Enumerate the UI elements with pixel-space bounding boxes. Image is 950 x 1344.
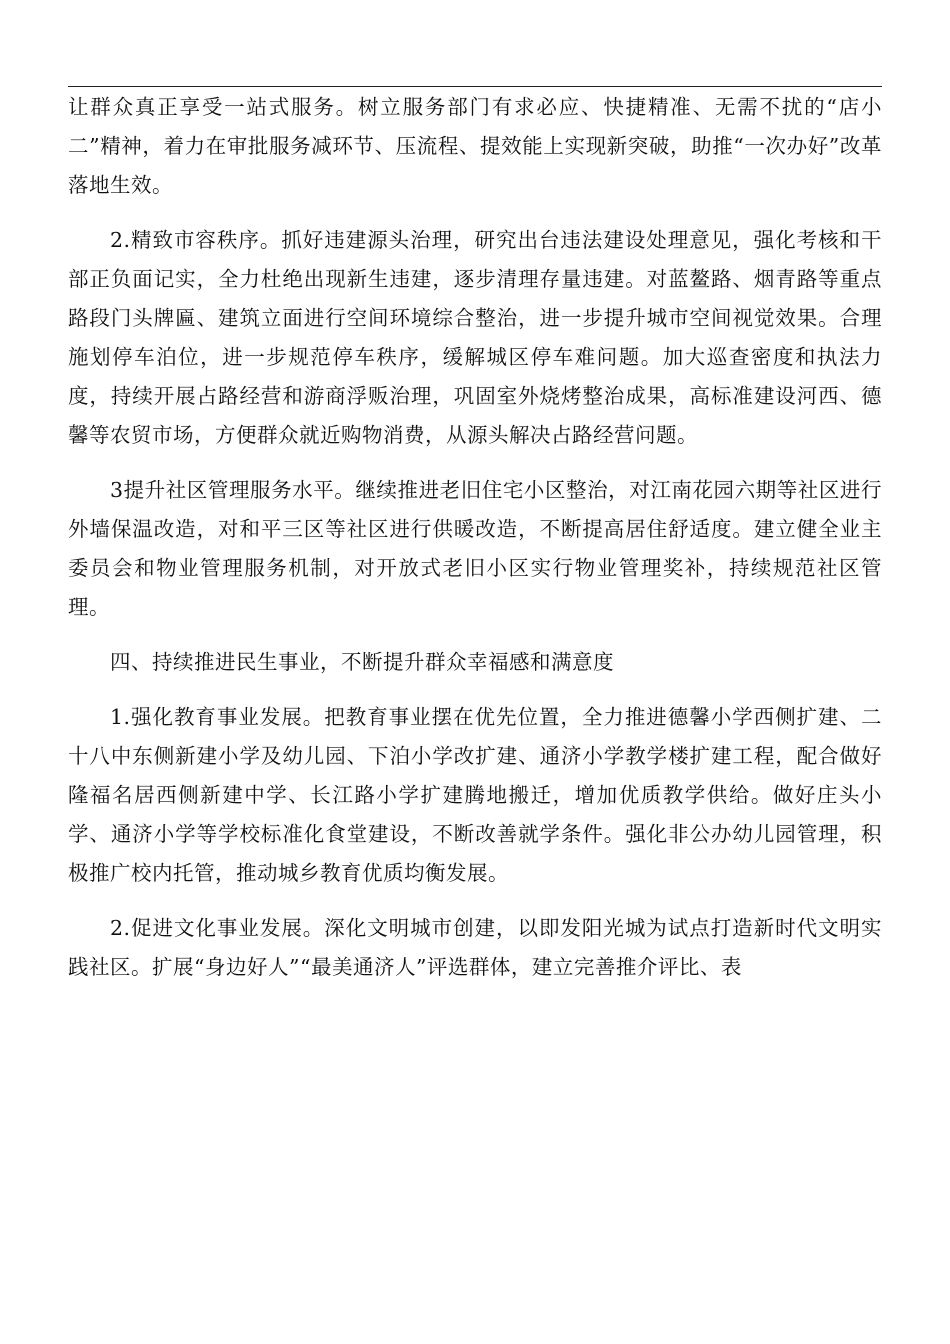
paragraph-community-management: 3提升社区管理服务水平。继续推进老旧住宅小区整治，对江南花园六期等社区进行外墙保温改造，对和平三区等社区进行供暖改造，不断提高居住舒适度。建立健全业主委员会和物业管理服务机制，对开放式老旧小区实行物业管理奖补，持续规范社区管理。 — [68, 478, 882, 619]
paragraph-culture: 2.促进文化事业发展。深化文明城市创建，以即发阳光城为试点打造新时代文明实践社区。扩展“身边好人”“最美通济人”评选群体，建立完善推介评比、表 — [68, 916, 882, 979]
section-heading-livelihood: 四、持续推进民生事业，不断提升群众幸福感和满意度 — [110, 650, 614, 674]
paragraph-city-order: 2.精致市容秩序。抓好违建源头治理，研究出台违法建设处理意见，强化考核和干部正负面记实，全力杜绝出现新生违建，逐步清理存量违建。对蓝鳌路、烟青路等重点路段门头牌匾、建筑立面进行空间环境综合整治，进一步提升城市空间视觉效果。合理施划停车泊位，进一步规范停车秩序，缓解城区停车难问题。加大巡查密度和执法力度，持续开展占路经营和游商浮贩治理，巩固室外烧烤整治成果，高标准建设河西、德馨等农贸市场，方便群众就近购物消费，从源头解决占路经营问题。 — [68, 228, 882, 447]
paragraph-education: 1.强化教育事业发展。把教育事业摆在优先位置，全力推进德馨小学西侧扩建、二十八中东侧新建小学及幼儿园、下泊小学改扩建、通济小学教学楼扩建工程，配合做好隆福名居西侧新建中学、长江路小学扩建腾地搬迁，增加优质教学供给。做好庄头小学、通济小学等学校标准化食堂建设，不断改善就学条件。强化非公办幼儿园管理，积极推广校内托管，推动城乡教育优质均衡发展。 — [68, 705, 882, 885]
paragraph-continuation: 让群众真正享受一站式服务。树立服务部门有求必应、快捷精准、无需不扰的“店小二”精神，着力在审批服务减环节、压流程、提效能上实现新突破，助推“一次办好”改革落地生效。 — [68, 95, 882, 197]
header-rule — [68, 86, 882, 87]
document-body — [68, 88, 882, 1003]
